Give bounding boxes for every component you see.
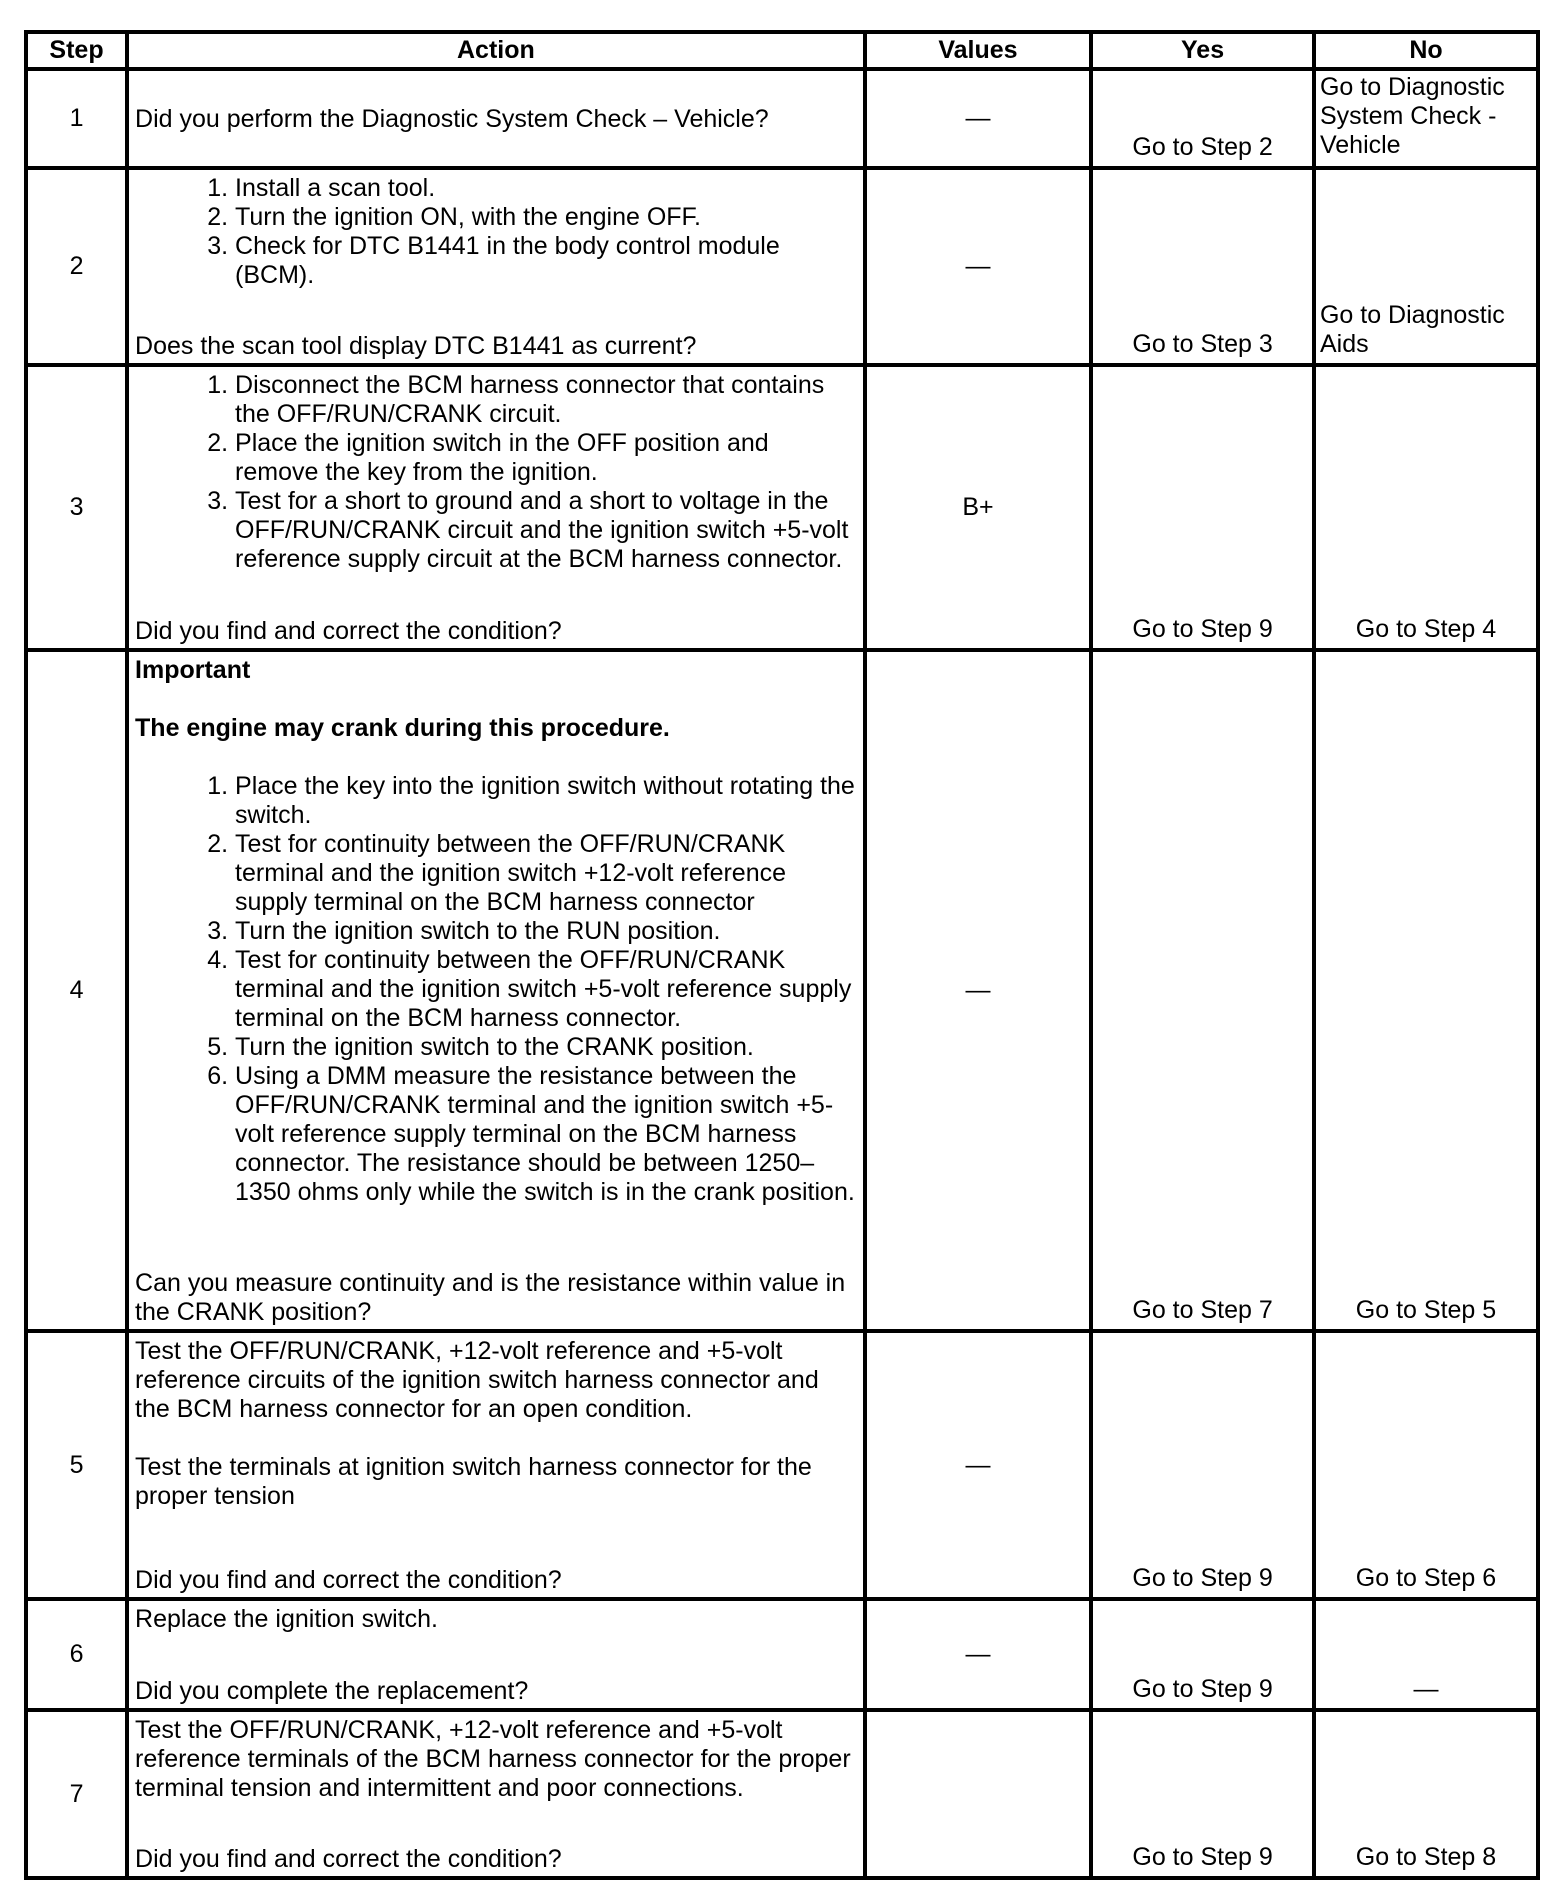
no-cell: —	[1314, 1599, 1538, 1710]
table-row-step-5	[26, 1331, 1538, 1599]
action-step: 1. Place the key into the ignition switch without rotating the switch.	[235, 772, 857, 830]
action-step: 1. Disconnect the BCM harness connector that contains the OFF/RUN/CRANK circuit.	[235, 371, 857, 429]
action-question: Did you perform the Diagnostic System Check – Vehicle?	[135, 105, 769, 133]
step-number: 1	[26, 69, 127, 168]
action-step: 4. Test for continuity between the OFF/RUN/CRANK terminal and the ignition switch +5-volt reference supply terminal on the BCM harness connector.	[235, 946, 857, 1033]
action-cell	[127, 650, 865, 1331]
action-step: 2. Turn the ignition ON, with the engine OFF.	[235, 203, 857, 232]
table-row-step-6	[26, 1599, 1538, 1710]
yes-cell: Go to Step 9	[1091, 1599, 1314, 1710]
step-number: 3	[26, 365, 127, 650]
action-paragraph: Test the OFF/RUN/CRANK, +12-volt reference and +5-volt reference terminals of the BCM harness connector for the proper terminal tension and intermittent and poor connections.	[135, 1716, 851, 1802]
action-question: Can you measure continuity and is the resistance within value in the CRANK position?	[135, 1269, 846, 1326]
value-cell: —	[865, 1599, 1091, 1710]
action-cell	[127, 1331, 865, 1599]
value-cell: —	[865, 1331, 1091, 1599]
action-question: Did you find and correct the condition?	[135, 1566, 562, 1594]
no-cell: Go to Step 6	[1314, 1331, 1538, 1599]
table-row-step-3	[26, 365, 1538, 650]
action-step: 1. Install a scan tool.	[235, 174, 857, 203]
action-question: Did you find and correct the condition?	[135, 617, 562, 645]
value-cell: —	[865, 69, 1091, 168]
step-number: 2	[26, 168, 127, 365]
action-step: 3. Check for DTC B1441 in the body control module (BCM).	[235, 232, 857, 290]
action-paragraph: Test the terminals at ignition switch harness connector for the proper tension	[135, 1453, 812, 1510]
action-steps-list	[135, 772, 857, 1207]
action-cell	[127, 1710, 865, 1878]
action-cell	[127, 168, 865, 365]
step-number: 4	[26, 650, 127, 1331]
value-cell	[865, 1710, 1091, 1878]
yes-cell: Go to Step 9	[1091, 1710, 1314, 1878]
action-step: 3. Turn the ignition switch to the RUN position.	[235, 917, 857, 946]
header-step: Step	[26, 32, 127, 69]
header-yes: Yes	[1091, 32, 1314, 69]
step-number: 6	[26, 1599, 127, 1710]
step-number: 5	[26, 1331, 127, 1599]
action-question: Did you complete the replacement?	[135, 1677, 529, 1705]
value-cell: —	[865, 168, 1091, 365]
action-cell	[127, 69, 865, 168]
value-cell: —	[865, 650, 1091, 1331]
header-no: No	[1314, 32, 1538, 69]
action-cell	[127, 1599, 865, 1710]
action-paragraph: Replace the ignition switch.	[135, 1605, 438, 1633]
no-cell: Go to Step 8	[1314, 1710, 1538, 1878]
diagnostic-table	[24, 30, 1540, 1880]
action-step: 3. Test for a short to ground and a short to voltage in the OFF/RUN/CRANK circuit and the ignition switch +5-volt reference supply circuit at the BCM harness connector.	[235, 487, 857, 574]
table-header-row	[26, 32, 1538, 69]
header-action: Action	[127, 32, 865, 69]
action-step: 6. Using a DMM measure the resistance between the OFF/RUN/CRANK terminal and the ignition switch +5-volt reference supply terminal on the BCM harness connector. The resistance should be between 1250–1350 ohms only while the switch is in the crank position.	[235, 1062, 857, 1207]
step-number: 7	[26, 1710, 127, 1878]
action-steps-list	[135, 174, 857, 290]
action-paragraph: Test the OFF/RUN/CRANK, +12-volt reference and +5-volt reference circuits of the ignition switch harness connector and the BCM harness connector for an open condition.	[135, 1337, 819, 1423]
yes-cell: Go to Step 3	[1091, 168, 1314, 365]
table-row-step-1	[26, 69, 1538, 168]
action-step: 5. Turn the ignition switch to the CRANK position.	[235, 1033, 857, 1062]
action-step: 2. Test for continuity between the OFF/RUN/CRANK terminal and the ignition switch +12-volt reference supply terminal on the BCM harness connector	[235, 830, 857, 917]
no-cell: Go to Step 5	[1314, 650, 1538, 1331]
yes-cell: Go to Step 9	[1091, 1331, 1314, 1599]
action-step: 2. Place the ignition switch in the OFF position and remove the key from the ignition.	[235, 429, 857, 487]
action-cell	[127, 365, 865, 650]
value-cell: B+	[865, 365, 1091, 650]
yes-cell: Go to Step 9	[1091, 365, 1314, 650]
no-cell: Go to Diagnostic Aids	[1314, 168, 1538, 365]
important-note: The engine may crank during this procedure.	[135, 714, 670, 742]
table-row-step-4	[26, 650, 1538, 1331]
no-cell: Go to Diagnostic System Check - Vehicle	[1314, 69, 1538, 168]
table-row-step-7	[26, 1710, 1538, 1878]
header-values: Values	[865, 32, 1091, 69]
action-steps-list	[135, 371, 857, 574]
important-label: Important	[135, 656, 251, 684]
action-question: Did you find and correct the condition?	[135, 1845, 562, 1873]
table-row-step-2	[26, 168, 1538, 365]
action-question: Does the scan tool display DTC B1441 as current?	[135, 332, 697, 360]
yes-cell: Go to Step 2	[1091, 69, 1314, 168]
no-cell: Go to Step 4	[1314, 365, 1538, 650]
yes-cell: Go to Step 7	[1091, 650, 1314, 1331]
